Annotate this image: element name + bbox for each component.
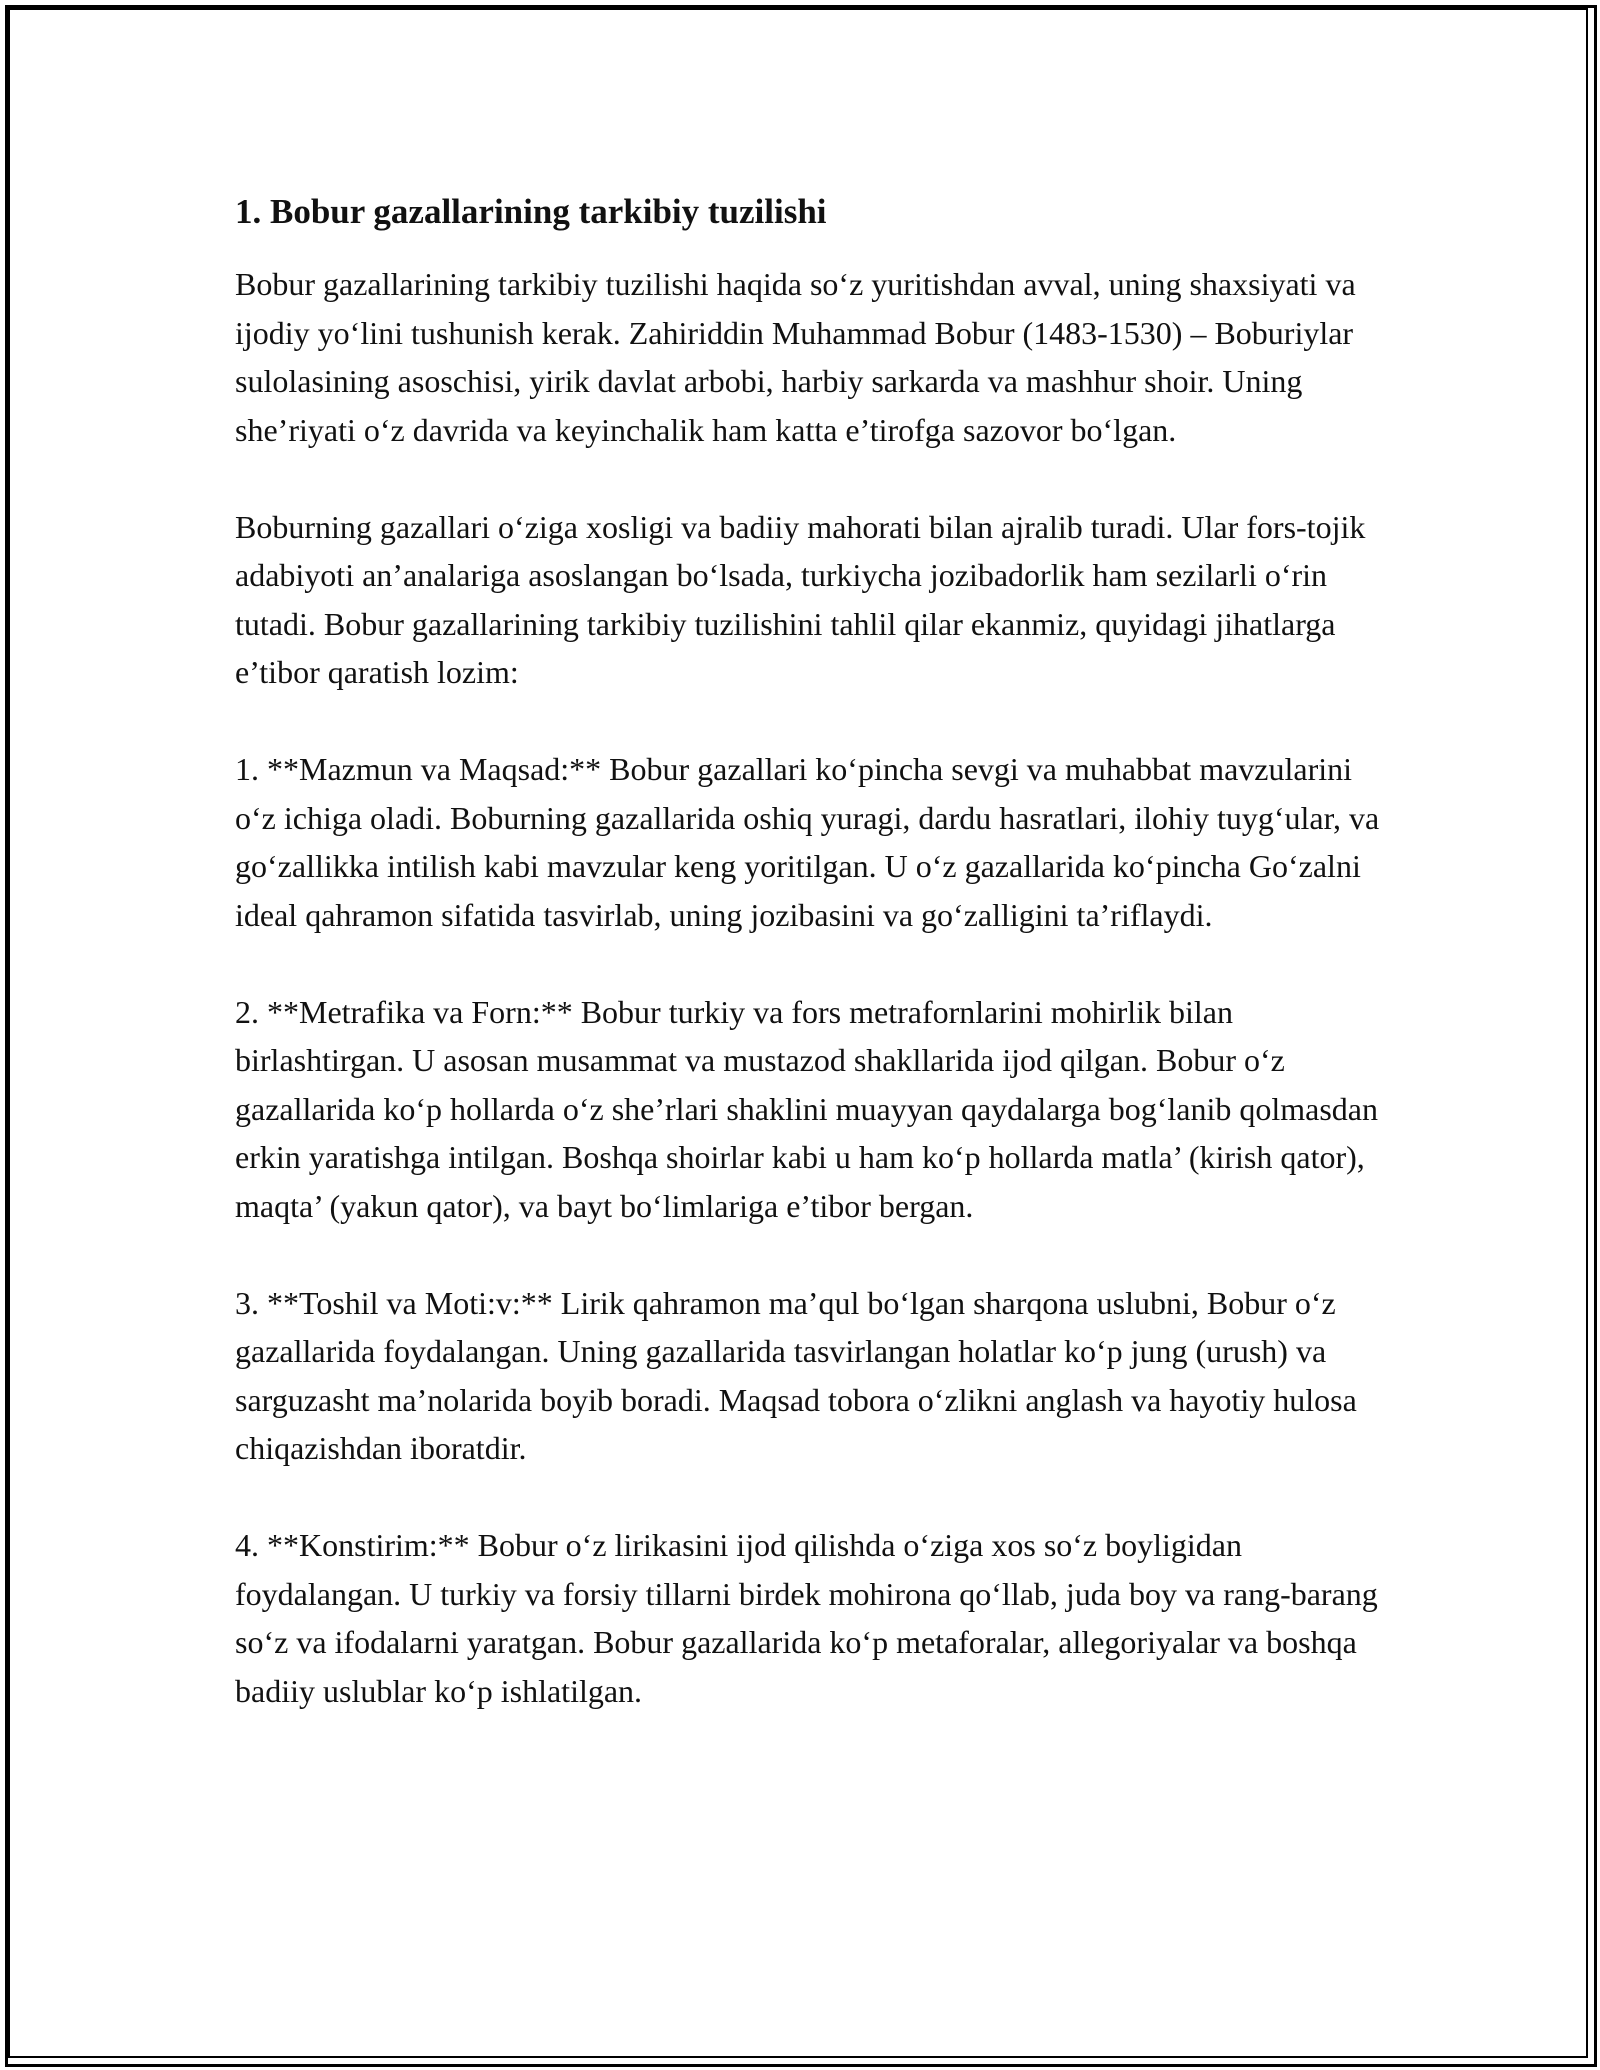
paragraph-intro: Bobur gazallarining tarkibiy tuzilishi haqida so‘z yuritishdan avval, uning shaxsiyati va ijodiy yo‘lini tushunish kerak. Zahiriddin Muhammad Bobur (1483-1530) – Boburiylar sulolasining asoschisi, yirik davlat arbobi, harbiy sarkarda va mashhur shoir. Uning she’riyati o‘z davrida va keyinchalik ham katta e’tirofga sazovor bo‘lgan. bbox=[235, 266, 1356, 448]
paragraph-point-1: 1. **Mazmun va Maqsad:** Bobur gazallari ko‘pincha sevgi va muhabbat mavzularini o‘z ichiga oladi. Boburning gazallarida oshiq yuragi, dardu hasratlari, ilohiy tuyg‘ular, va go‘zallikka intilish kabi mavzular keng yoritilgan. U o‘z gazallarida ko‘pincha Go‘zalni ideal qahramon sifatida tasvirlab, uning jozibasini va go‘zalligini ta’riflaydi. bbox=[235, 751, 1380, 933]
paragraph-point-2: 2. **Metrafika va Forn:** Bobur turkiy va fors metrafornlarini mohirlik bilan birlashtirgan. U asosan musammat va mustazod shakllarida ijod qilgan. Bobur o‘z gazallarida ko‘p hollarda o‘z she’rlari shaklini muayyan qaydalarga bog‘lanib qolmasdan erkin yaratishga intilgan. Boshqa shoirlar kabi u ham ko‘p hollarda matla’ (kirish qator), maqta’ (yakun qator), va bayt bo‘limlariga e’tibor bergan. bbox=[235, 993, 1378, 1224]
document-body bbox=[235, 188, 1385, 1764]
page-title: 1. Bobur gazallarining tarkibiy tuzilishi bbox=[235, 192, 827, 231]
paragraph-point-3: 3. **Toshil va Moti:v:** Lirik qahramon ma’qul bo‘lgan sharqona uslubni, Bobur o‘z gazallarida foydalangan. Uning gazallarida tasvirlangan holatlar ko‘p jung (urush) va sarguzasht ma’nolarida boyib boradi. Maqsad tobora o‘zlikni anglash va hayotiy hulosa chiqazishdan iboratdir. bbox=[235, 1284, 1357, 1466]
paragraph-point-4: 4. **Konstirim:** Bobur o‘z lirikasini ijod qilishda o‘ziga xos so‘z boyligidan foydalangan. U turkiy va forsiy tillarni birdek mohirona qo‘llab, juda boy va rang-barang so‘z va ifodalarni yaratgan. Bobur gazallarida ko‘p metaforalar, allegoriyalar va boshqa badiiy uslublar ko‘p ishlatilgan. bbox=[235, 1527, 1378, 1709]
paragraph-overview: Boburning gazallari o‘ziga xosligi va badiiy mahorati bilan ajralib turadi. Ular fors-tojik adabiyoti an’analariga asoslangan bo‘lsada, turkiycha jozibadorlik ham sezilarli o‘rin tutadi. Bobur gazallarining tarkibiy tuzilishini tahlil qilar ekanmiz, quyidagi jihatlarga e’tibor qaratish lozim: bbox=[235, 508, 1366, 690]
